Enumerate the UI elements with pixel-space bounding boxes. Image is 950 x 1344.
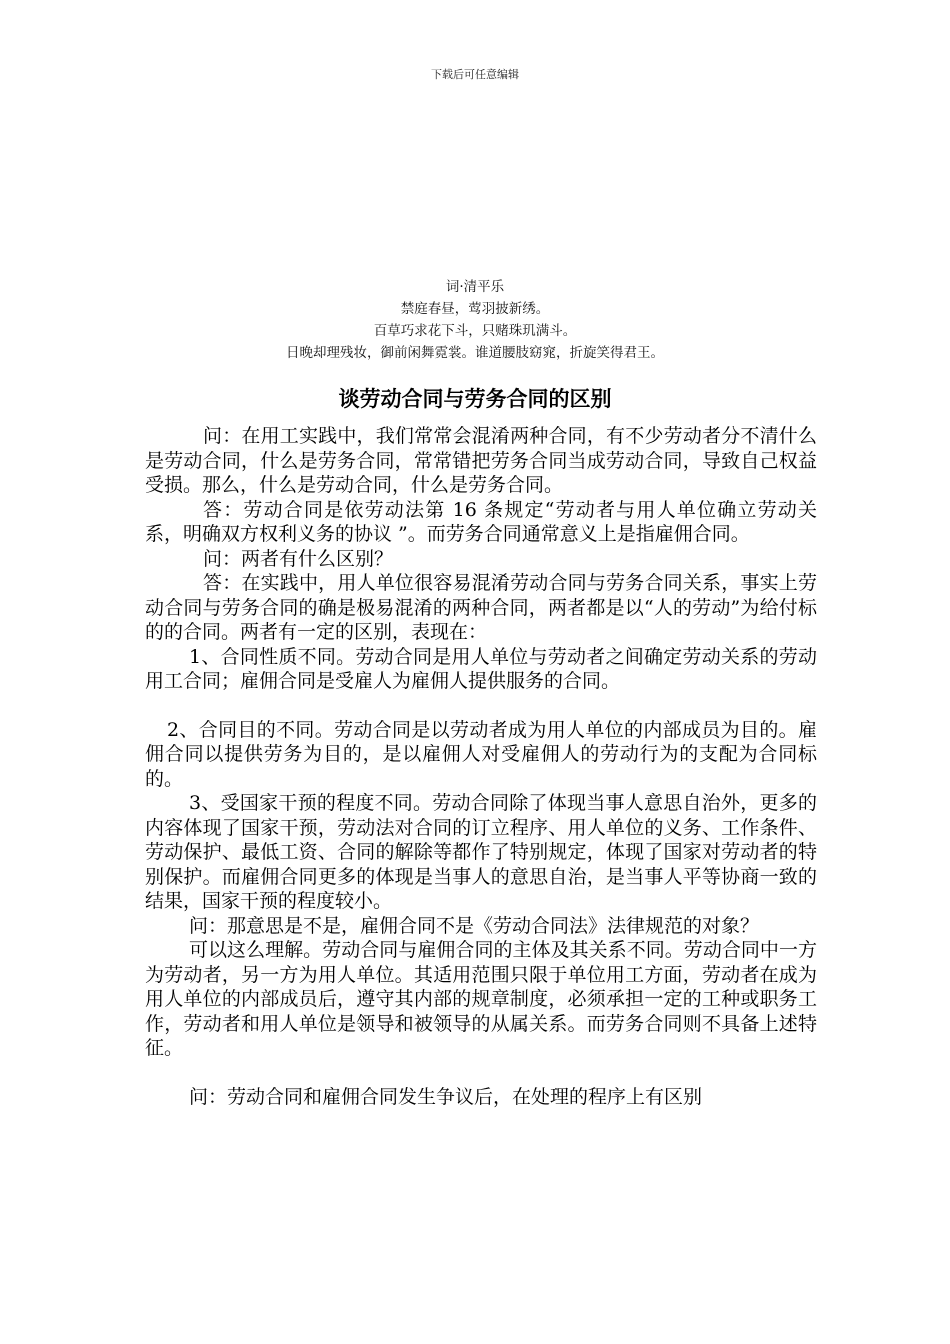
article-title: 谈劳动合同与劳务合同的区别	[338, 387, 612, 411]
question-paragraph: 问：那意思是不是，雇佣合同不是《劳动合同法》法律规范的对象？	[189, 914, 760, 937]
question-paragraph: 问：在用工实践中，我们常常会混淆两种合同，有不少劳动者分不清什么是劳动合同，什么是劳务合同，常常错把劳务合同当成劳动合同，导致自己权益受损。那么，什么是劳动合同，什么是劳务合同。	[145, 425, 817, 496]
page-header: 下载后可任意编辑	[431, 68, 519, 81]
answer-paragraph: 答：劳动合同是依劳动法第 16 条规定“劳动者与用人单位确立劳动关系，明确双方权利义务的协议 ”。而劳务合同通常意义上是指雇佣合同。	[145, 498, 817, 545]
paragraph-gap	[145, 694, 817, 718]
poem-title: 词·清平乐	[445, 279, 505, 295]
article-body	[145, 424, 817, 1109]
paragraph-gap	[145, 1061, 817, 1085]
answer-paragraph: 答：在实践中，用人单位很容易混淆劳动合同与劳务合同关系，事实上劳动合同与劳务合同的确是极易混淆的两种合同，两者都是以“人的劳动”为给付标的的合同。两者有一定的区别，表现在：	[145, 572, 817, 643]
poem-line: 日晚却理残妆，御前闲舞霓裳。谁道腰肢窈窕，折旋笑得君王。	[286, 345, 664, 361]
question-paragraph: 问：劳动合同和雇佣合同发生争议后，在处理的程序上有区别	[189, 1085, 703, 1108]
list-item: 2、合同目的不同。劳动合同是以劳动者成为用人单位的内部成员为目的。雇佣合同以提供劳务为目的，是以雇佣人对受雇佣人的劳动行为的支配为合同标的。	[145, 718, 817, 790]
question-paragraph: 问：两者有什么区别？	[203, 547, 394, 570]
poem-line: 百草巧求花下斗，只赌珠玑满斗。	[373, 323, 577, 339]
answer-paragraph: 可以这么理解。劳动合同与雇佣合同的主体及其关系不同。劳动合同中一方为劳动者，另一方为用人单位。其适用范围只限于单位用工方面，劳动者在成为用人单位的内部成员后，遵守其内部的规章制度，必须承担一定的工种或职务工作，劳动者和用人单位是领导和被领导的从属关系。而劳务合同则不具备上述特征。	[145, 939, 817, 1059]
poem-block	[0, 276, 950, 364]
list-item: 1、合同性质不同。劳动合同是用人单位与劳动者之间确定劳动关系的劳动用工合同；雇佣合同是受雇人为雇佣人提供服务的合同。	[145, 645, 817, 692]
poem-line: 禁庭春昼，莺羽披新绣。	[400, 301, 550, 317]
list-item: 3、受国家干预的程度不同。劳动合同除了体现当事人意思自治外，更多的内容体现了国家干预，劳动法对合同的订立程序、用人单位的义务、工作条件、劳动保护、最低工资、合同的解除等都作了特别规定，体现了国家对劳动者的特别保护。而雇佣合同更多的体现是当事人的意思自治，是当事人平等协商一致的结果，国家干预的程度较小。	[145, 792, 817, 912]
